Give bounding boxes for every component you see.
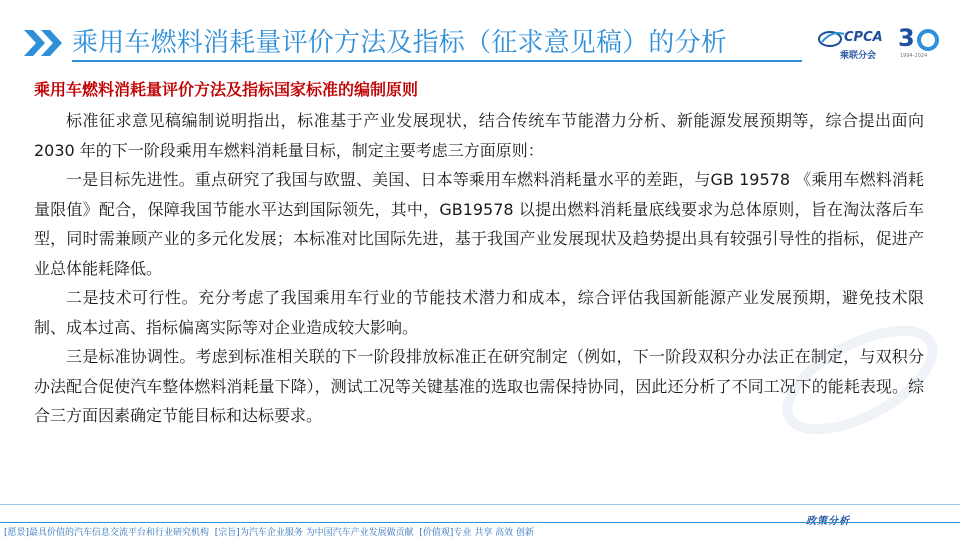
anniversary-number: 3 — [898, 24, 914, 52]
values-tag: [价值观] — [419, 528, 454, 538]
page-title: 乘用车燃料消耗量评价方法及指标（征求意见稿）的分析 — [72, 28, 728, 58]
footer-divider-bottom — [0, 522, 960, 523]
cpca-logo-mark-icon — [818, 26, 890, 48]
header — [0, 0, 960, 72]
cpca-logo — [818, 26, 890, 60]
values-text: 专业 共享 高效 创新 — [453, 528, 535, 538]
paragraph-principle-2: 二是技术可行性。充分考虑了我国乘用车行业的节能技术潜力和成本，综合评估我国新能源产业发展预期，避免技术限制、成本过高、指标偏离实际等对企业造成较大影响。 — [34, 288, 924, 337]
anniversary-years: 1994-2024 — [900, 53, 928, 59]
mission-tag: [宗旨] — [214, 528, 240, 538]
vision-text: 最具价值的汽车信息交流平台和行业研究机构 — [29, 528, 210, 538]
footer-slogan — [4, 525, 534, 538]
vision-tag: [愿景] — [4, 528, 30, 538]
section-heading: 乘用车燃料消耗量评价方法及指标国家标准的编制原则 — [34, 80, 419, 99]
policy-analysis-label — [806, 512, 850, 527]
footer-divider — [0, 504, 960, 505]
paragraph-principle-3: 三是标准协调性。考虑到标准相关联的下一阶段排放标准正在研究制定（例如，下一阶段双积分办法正在制定，与双积分办法配合促使汽车整体燃料消耗量下降），测试工况等关键基准的选取也需保持协同，因此还分析了不同工况下的能耗表现。综合三方面因素确定节能目标和达标要求。 — [34, 347, 924, 425]
double-chevron-icon — [24, 30, 66, 56]
logo-cn-text: 乘联分会 — [840, 51, 877, 61]
anniversary-badge — [898, 24, 942, 60]
mission-text: 为汽车企业服务 为中国汽车产业发展做贡献 — [239, 528, 414, 538]
paragraph-principle-1: 一是目标先进性。重点研究了我国与欧盟、美国、日本等乘用车燃料消耗量水平的差距，与GB 19578 《乘用车燃料消耗量限值》配合，保障我国节能水平达到国际领先，其中，GB19578 以提出燃料消耗量底线要求为总体原则，旨在淘汰落后车型，同时需兼顾产业的多元化发展；本标准对比国际先进，基于我国产业发展现状及趋势提出具有较强引导性的指标，促进产业总体能耗降低。 — [34, 170, 924, 278]
main-content — [34, 78, 924, 431]
paragraph-intro: 标准征求意见稿编制说明指出，标准基于产业发展现状，结合传统车节能潜力分析、新能源发展预期等，综合提出面向2030 年的下一阶段乘用车燃料消耗量目标，制定主要考虑三方面原则： — [34, 111, 924, 160]
logo-text: CPCA — [844, 30, 883, 45]
title-underline — [72, 60, 802, 62]
anniversary-zero-ring-icon — [917, 29, 939, 51]
